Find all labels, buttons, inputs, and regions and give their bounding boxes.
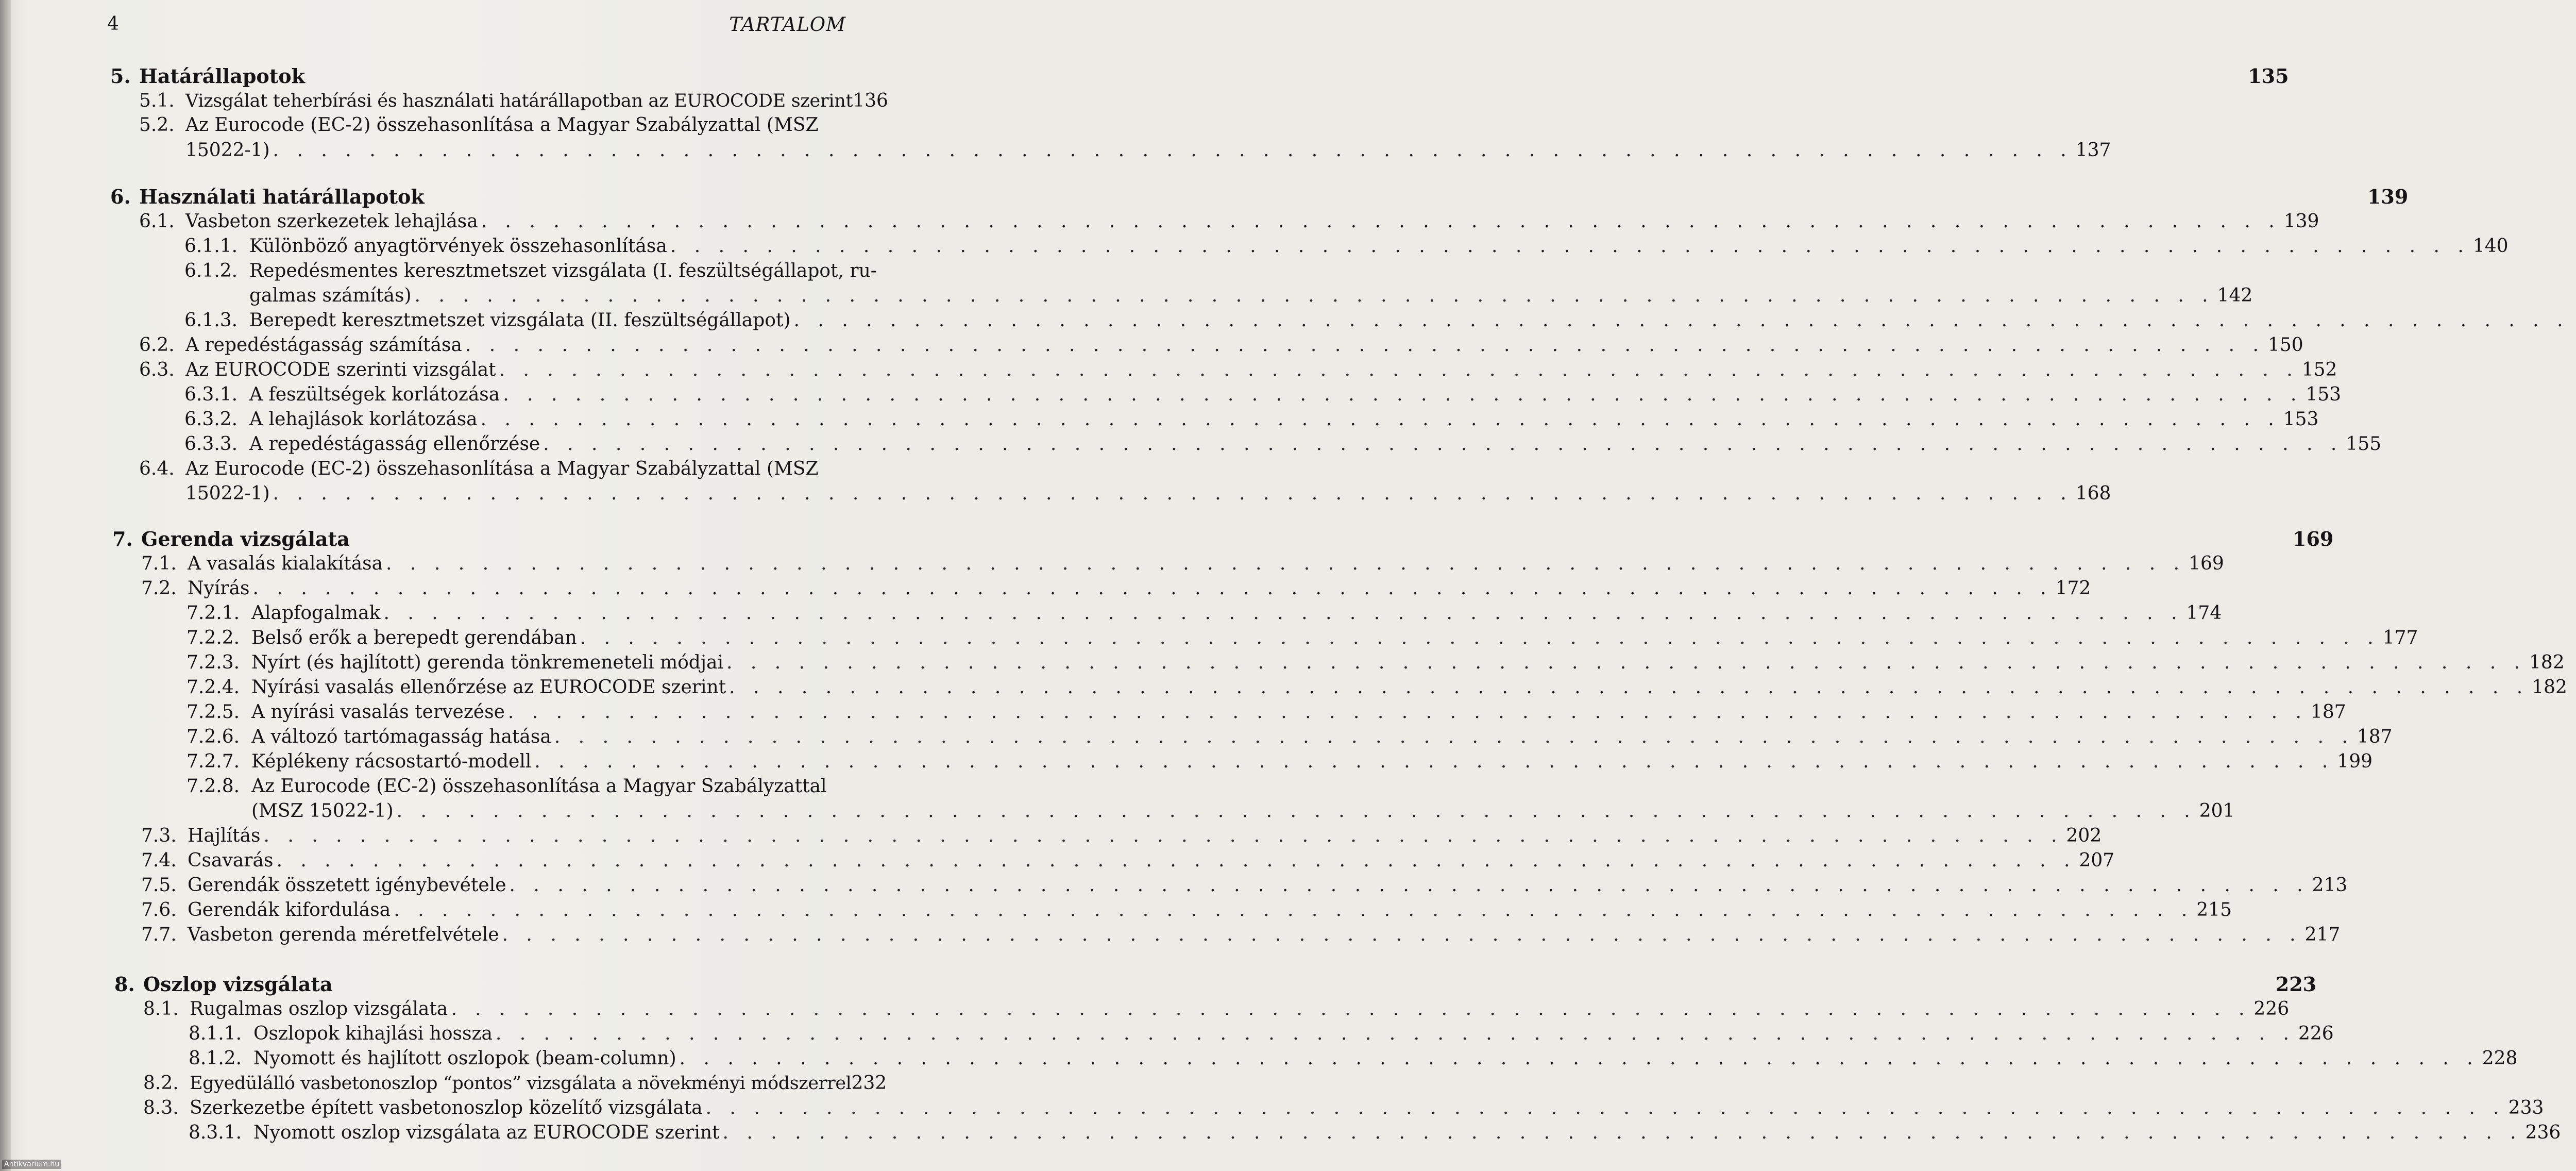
toc-title: Oszlop vizsgálata [143,973,333,996]
toc-number: 7.2.2. [187,627,240,648]
toc-subsection-7-2-7[interactable] [187,749,2373,774]
toc-title: Az EUROCODE szerinti vizsgálat [185,359,496,380]
toc-page: 137 [2075,140,2111,161]
toc-page: 187 [2357,726,2393,747]
toc-page: 169 [2189,553,2224,574]
toc-title: Oszlopok kihajlási hossza [253,1023,493,1044]
toc-subsection-7-2-8-cont [251,799,2235,824]
toc-title: Az Eurocode (EC-2) összehasonlítása a Magyar Szabályzattal (MSZ [185,458,819,479]
leader-dots [510,873,2309,898]
toc-title: A vasalás kialakítása [188,553,383,574]
toc-section-7-1[interactable] [141,551,2224,576]
toc-subsection-8-3-1[interactable] [189,1120,2561,1145]
toc-subsection-7-2-2[interactable] [187,626,2418,650]
toc-subsection-6-1-2-cont [249,283,2253,308]
leader-dots [503,382,2302,407]
toc-number: 7.5. [141,875,177,896]
toc-page: 223 [2275,973,2317,996]
toc-number: 7.2.8. [187,776,240,797]
leader-dots [481,407,2280,432]
toc-title: Az Eurocode (EC-2) összehasonlítása a Magyar Szabályzattal (MSZ [185,114,819,136]
toc-subsection-7-2-4[interactable] [187,675,2567,700]
leader-dots [508,700,2308,725]
leader-dots [502,923,2302,947]
toc-subsection-7-2-6[interactable] [187,725,2393,749]
toc-title: Különböző anyagtörvények összehasonlítása [249,236,667,257]
toc-title: Hajlítás [188,825,261,846]
leader-dots [499,358,2299,382]
toc-chapter-8[interactable] [114,972,2317,997]
leader-dots [273,138,2073,163]
toc-number: 7.2.4. [187,677,240,698]
toc-title: Berepedt keresztmetszet vizsgálata (II. feszültségállapot) [249,310,791,331]
toc-page: 226 [2298,1023,2334,1044]
toc-number: 5. [110,64,131,88]
toc-subsection-8-1-1[interactable] [189,1022,2334,1046]
toc-title-continuation: 15022-1) [185,483,270,504]
leader-dots [670,234,2470,259]
toc-number: 7.2.1. [187,603,240,624]
toc-title: Csavarás [188,850,274,871]
toc-title: Nyomott és hajlított oszlopok (beam-column) [253,1048,676,1069]
toc-title: Nyírási vasalás ellenőrzése az EUROCODE szerint [251,677,726,698]
toc-page: 232 [851,1073,887,1094]
toc-number: 8.3. [143,1097,179,1118]
toc-title: Nyírt (és hajlított) gerenda tönkremeneteli módjai [251,652,723,673]
toc-number: 8.1.1. [189,1023,242,1044]
toc-section-8-2[interactable] [143,1071,887,1096]
leader-dots [451,997,2250,1022]
toc-number: 8.1. [143,998,179,1019]
toc-number: 7.4. [141,850,177,871]
toc-page: 199 [2337,751,2373,772]
toc-number: 6.1.1. [184,236,238,257]
leader-dots [253,576,2053,601]
toc-page: 213 [2312,875,2348,896]
toc-section-7-7[interactable] [141,923,2341,947]
toc-title: Az Eurocode (EC-2) összehasonlítása a Magyar Szabályzattal [251,776,827,797]
toc-page: 142 [2217,285,2253,306]
leader-dots [276,848,2076,873]
toc-page: 187 [2310,701,2346,723]
toc-number: 8.1.2. [189,1048,242,1069]
toc-section-5-2[interactable] [139,113,845,138]
toc-page: 153 [2283,409,2319,430]
toc-page: 233 [2508,1097,2544,1118]
leader-dots [534,749,2334,774]
toc-section-6-3[interactable] [139,358,2337,382]
toc-subsection-6-1-3[interactable] [184,308,845,333]
toc-title: Gerendák kifordulása [188,899,391,921]
toc-title: Vizsgálat teherbírási és használati határállapotban az EUROCODE szerint [185,91,853,111]
toc-number: 6.1.2. [184,260,238,281]
toc-subsection-6-1-1[interactable] [184,234,2509,259]
toc-number: 6.3. [139,359,175,380]
leader-dots [263,824,2063,848]
toc-title: Vasbeton gerenda méretfelvétele [188,924,499,945]
toc-number: 7.2.7. [187,751,240,772]
toc-number: 7. [112,527,133,550]
toc-page: 168 [2075,483,2111,504]
toc-title: Használati határállapotok [139,185,425,208]
toc-title: Alapfogalmak [251,603,381,624]
toc-title-continuation: (MSZ 15022-1) [251,800,394,822]
toc-page: 139 [2283,211,2319,232]
leader-dots [386,551,2185,576]
toc-title: A lehajlások korlátozása [249,409,478,430]
toc-title: Gerendák összetett igénybevétele [188,875,506,896]
leader-dots [729,675,2529,700]
toc-title: A nyírási vasalás tervezése [251,701,505,723]
toc-subsection-7-2-1[interactable] [187,601,2222,626]
toc-chapter-6[interactable] [110,185,2409,209]
toc-number: 6.3.2. [184,409,238,430]
leader-dots [726,650,2526,675]
toc-chapter-5[interactable] [110,64,2289,89]
toc-page: 207 [2079,850,2115,871]
toc-number: 7.2. [141,578,177,599]
toc-title: Határállapotok [139,64,305,88]
toc-chapter-7[interactable] [112,527,2334,551]
toc-subsection-6-3-2[interactable] [184,407,2319,432]
toc-number: 7.7. [141,924,177,945]
toc-number: 6.3.1. [184,384,238,405]
toc-title-continuation: galmas számítás) [249,285,412,306]
toc-number: 6.2. [139,334,175,356]
toc-title: Képlékeny rácsostartó-modell [251,751,532,772]
toc-title-continuation: 15022-1) [185,140,270,161]
toc-section-6-1[interactable] [139,209,2319,234]
toc-number: 5.1. [139,90,175,111]
toc-number: 7.2.6. [187,726,240,747]
toc-page: 236 [2525,1122,2561,1143]
toc-section-5-1[interactable] [139,89,888,113]
toc-section-5-2-cont [185,138,2111,163]
toc-section-6-4-cont [185,481,2111,506]
toc-subsection-6-3-3[interactable] [184,432,2382,457]
toc-page: 228 [2482,1048,2518,1069]
toc-number: 7.2.3. [187,652,240,673]
toc-subsection-6-3-1[interactable] [184,382,2342,407]
toc-number: 7.6. [141,899,177,921]
leader-dots [580,626,2380,650]
toc-page: 152 [2301,359,2337,380]
toc-number: 8.2. [143,1073,179,1094]
toc-title: A repedéstágasság számítása [185,334,462,356]
toc-page: 226 [2253,998,2290,1019]
toc-page: 202 [2066,825,2102,846]
toc-number: 8.3.1. [189,1122,242,1143]
toc-section-6-2[interactable] [139,333,2303,358]
toc-subsection-6-1-2[interactable] [184,259,877,283]
toc-page: 174 [2186,603,2222,624]
leader-dots [723,1120,2522,1145]
toc-title: Belső erők a berepedt gerendában [251,627,577,648]
toc-number: 8. [114,973,135,996]
toc-number: 6.1. [139,211,175,232]
toc-title: Repedésmentes keresztmetszet vizsgálata (I. feszültségállapot, ru- [249,260,877,281]
toc-subsection-7-2-8[interactable] [187,774,845,799]
leader-dots [415,283,2214,308]
toc-page: 153 [2306,384,2342,405]
leader-dots [680,1046,2479,1071]
toc-number: 6.3.3. [184,433,238,455]
toc-page: 215 [2196,899,2232,921]
toc-title: Szerkezetbe épített vasbetonoszlop közelítő vizsgálata [190,1097,703,1118]
toc-page: 177 [2382,627,2418,648]
toc-page: 139 [2367,185,2409,208]
toc-title: Nyomott oszlop vizsgálata az EUROCODE szerint [253,1122,720,1143]
leader-dots [706,1096,2505,1120]
toc-subsection-7-2-5[interactable] [187,700,2346,725]
page-number: 4 [107,13,119,35]
toc-section-7-6[interactable] [141,898,2232,923]
toc-page: 135 [2248,64,2289,88]
toc-page: 172 [2055,578,2091,599]
toc-page: 155 [2346,433,2382,455]
toc-section-7-5[interactable] [141,873,2348,898]
toc-title: A változó tartómagasság hatása [251,726,551,747]
toc-number: 6.4. [139,458,175,479]
leader-dots [543,432,2343,457]
toc-title: Vasbeton szerkezetek lehajlása [185,211,478,232]
leader-dots [481,209,2281,234]
leader-dots [383,601,2183,626]
leader-dots [465,333,2265,358]
toc-page: 217 [2304,924,2341,945]
toc-page: 169 [2293,527,2334,550]
toc-number: 5.2. [139,114,175,136]
toc-section-8-3[interactable] [143,1096,2544,1120]
toc-title: Nyírás [188,578,250,599]
toc-section-7-4[interactable] [141,848,2115,873]
toc-page: 182 [2529,652,2565,673]
toc-title: Egyedülálló vasbetonoszlop “pontos” vizsgálata a növekményi módszerrel [190,1073,852,1094]
toc-page: 150 [2267,334,2303,356]
leader-dots [273,481,2073,506]
toc-number: 6.1.3. [184,310,238,331]
toc-page: 201 [2199,800,2235,822]
leader-dots [394,898,2193,923]
toc-title: Gerenda vizsgálata [141,527,350,550]
watermark: Antikvarium.hu [2,1160,61,1169]
leader-dots [397,799,2196,824]
toc-section-7-2[interactable] [141,576,2091,601]
toc-subsection-8-1-2[interactable] [189,1046,2518,1071]
toc-number: 7.2.5. [187,701,240,723]
toc-title: Rugalmas oszlop vizsgálata [190,998,448,1019]
book-spine-shadow [0,0,11,1171]
running-head: TARTALOM [729,13,846,36]
toc-section-8-1[interactable] [143,997,2290,1022]
leader-dots [554,725,2354,749]
toc-title: A feszültségek korlátozása [249,384,500,405]
toc-number: 7.1. [141,553,177,574]
toc-title: A repedéstágasság ellenőrzése [249,433,540,455]
leader-dots [793,308,2576,333]
toc-subsection-7-2-3[interactable] [187,650,2565,675]
toc-page: 140 [2472,236,2509,257]
leader-dots [496,1022,2295,1046]
toc-section-6-4[interactable] [139,457,845,481]
toc-number: 6. [110,185,131,208]
toc-page: 136 [853,90,888,111]
toc-section-7-3[interactable] [141,824,2102,848]
toc-number: 7.3. [141,825,177,846]
toc-page: 182 [2532,677,2567,698]
